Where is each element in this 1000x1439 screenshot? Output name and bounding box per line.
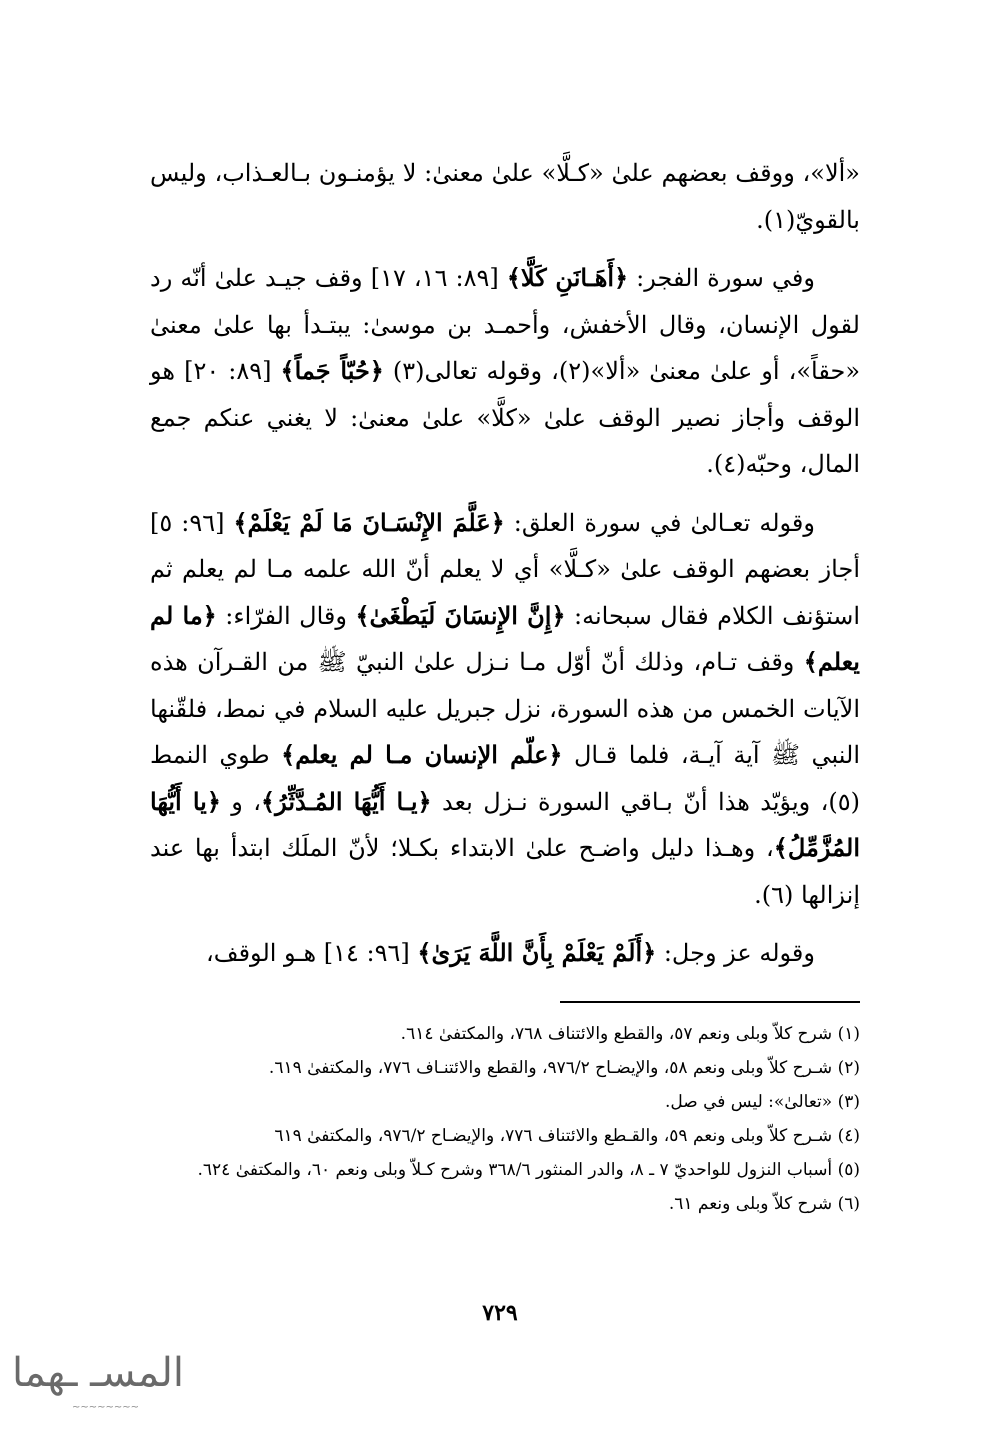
- text-run: وقف تـام، وذلك أنّ أوّل مـا نـزل علىٰ النبيّ ﷺ من القـرآن هذه الآيات الخمس من هذه السورة، نزل جبريل عليه السلام في نمط، فلقّنها النبي ﷺ آية آيـة، فلما قـال: [150, 648, 861, 769]
- text-run: .: [756, 205, 764, 234]
- page-number: ٧٢٩: [482, 1300, 518, 1326]
- footnote-text: «تعالىٰ»: ليس في صل.: [664, 1091, 833, 1112]
- text-run: (٥): [828, 787, 860, 816]
- footnote: [150, 1187, 860, 1221]
- quran-verse: ﴿علّم الإنسان مـا لم يعلم﴾: [281, 740, 563, 769]
- page-content: [150, 150, 860, 1221]
- footnote: [150, 1119, 860, 1153]
- text-run: ، وقوله تعالى: [424, 357, 559, 385]
- text-run: (٣): [392, 357, 425, 385]
- text-run: (٤): [713, 450, 746, 478]
- footnote: [150, 1153, 860, 1187]
- text-run: (٦): [761, 880, 802, 909]
- text-run: وقال الفرّاء:: [216, 601, 356, 630]
- main-text: [150, 150, 860, 977]
- text-run: [٩٦: ٥] أجاز بعضهم الوقف علىٰ «كـلَّا» أي لا يعلم أنّ الله علمه مـا لم يعلم ثم استؤنف الكلام فقال سبحانه:: [150, 508, 861, 630]
- text-run: وفي سورة الفجر:: [628, 264, 815, 292]
- quran-verse: ﴿يـا أَيُّهَا المُـدَّثِّرُ﴾: [261, 786, 432, 816]
- footnote-divider: [560, 1001, 860, 1003]
- paragraph: [150, 500, 860, 919]
- paragraph: [150, 255, 860, 488]
- text-run: (٢): [558, 357, 591, 385]
- text-run: «ألا»، ووقف بعضهم علىٰ «كـلَّا» علىٰ معنىٰ: لا يؤمنـون بـالعـذاب، وليس بالقويّ: [150, 159, 860, 234]
- footnote-text: شرح كلاّ وبلى ونعم ٦١.: [668, 1193, 833, 1214]
- logo-lettering: المسـ ـهما: [12, 1350, 185, 1396]
- footnotes: [150, 1017, 860, 1221]
- footnote-text: أسباب النزول للواحديّ ٧ ـ ٨، والدر المنثور ٣٦٨/٦ وشرح كـلاّ وبلى ونعم ٦٠، والمكتفىٰ ٦٢٤.: [197, 1159, 833, 1180]
- footnote-number: (٣): [837, 1091, 860, 1112]
- footnote: [150, 1017, 860, 1051]
- watermark-logo: [12, 1350, 192, 1420]
- text-run: [384, 357, 393, 385]
- footnote-number: (١): [837, 1023, 860, 1044]
- footnote: [150, 1051, 860, 1085]
- footnote-number: (٢): [837, 1057, 860, 1078]
- text-run: .: [754, 880, 762, 909]
- quran-verse: ﴿إِنَّ الإِنسَانَ لَيَطْغَىٰ﴾: [355, 600, 566, 630]
- footnote-text: شـرح كلاّ وبلى ونعم ٥٨، والإيضـاح ٩٧٦/٢، والقطع والائتنـاف ٧٧٦، والمكتفىٰ ٦١٩.: [268, 1057, 833, 1078]
- text-run: ، ويؤيّد هذا أنّ بـاقي السورة نـزل بعد: [431, 787, 829, 816]
- quran-verse: ﴿أَلَمْ يَعْلَمْ بِأَنَّ اللَّهَ يَرَىٰ﴾: [417, 938, 657, 967]
- text-run: [٨٩: ١٦، ١٧] وقف جيـد علىٰ أنّه رد لقول الإنسان، وقال الأخفش، وأحمـد بن موسىٰ: يبتـدأ بها علىٰ معنىٰ «حقاً»، أو علىٰ معنىٰ «ألا»: [150, 264, 860, 385]
- quran-verse: ﴿حُبّاً جَماً﴾: [280, 356, 384, 385]
- text-run: طوي النمط: [150, 741, 282, 769]
- text-run: (١): [763, 205, 796, 234]
- quran-verse: ﴿عَلَّمَ الإِنْسَـانَ مَا لَمْ يَعْلَمْ﴾: [233, 507, 505, 537]
- logo-subline: ~~~~~~~~: [72, 1402, 140, 1413]
- footnote-number: (٦): [837, 1193, 860, 1214]
- text-run: .: [706, 450, 714, 478]
- quran-verse: ﴿يا أَيُّهَا المُزَّمِّلُ﴾: [150, 786, 860, 862]
- footnote-number: (٤): [837, 1125, 860, 1146]
- quran-verse: ﴿ما لم يعلم﴾: [150, 600, 860, 676]
- text-run: ، و: [220, 787, 262, 816]
- footnote-number: (٥): [837, 1159, 860, 1180]
- footnote: [150, 1085, 860, 1119]
- text-run: [٩٦: ١٤] هـو الوقف،: [205, 939, 418, 967]
- text-run: وقوله عز وجل:: [656, 939, 815, 967]
- text-run: وقوله تعـالىٰ في سورة العلق:: [504, 508, 815, 537]
- footnote-text: شرح كلاّ وبلى ونعم ٥٧، والقطع والائتناف ٧٦٨، والمكتفىٰ ٦١٤.: [400, 1023, 833, 1044]
- footnote-text: شـرح كلاّ وبلى ونعم ٥٩، والقـطع والائتناف ٧٧٦، والإيضـاح ٩٧٦/٢، والمكتفىٰ ٦١٩: [274, 1125, 833, 1146]
- paragraph: [150, 150, 860, 243]
- text-run: ، وهـذا دليل واضـح علىٰ الابتداء بكـلا؛ لأنّ الملَك ابتدأ بها عند إنزالها: [150, 834, 860, 909]
- quran-verse: ﴿أَهَـانَنِ كَلَّا﴾: [506, 263, 629, 292]
- text-run: [٨٩: ٢٠] هو الوقف وأجاز نصير الوقف علىٰ «كلَّا» علىٰ معنىٰ: لا يغني عنكم جمع المال، وحبّه: [150, 357, 860, 478]
- paragraph: [150, 930, 860, 977]
